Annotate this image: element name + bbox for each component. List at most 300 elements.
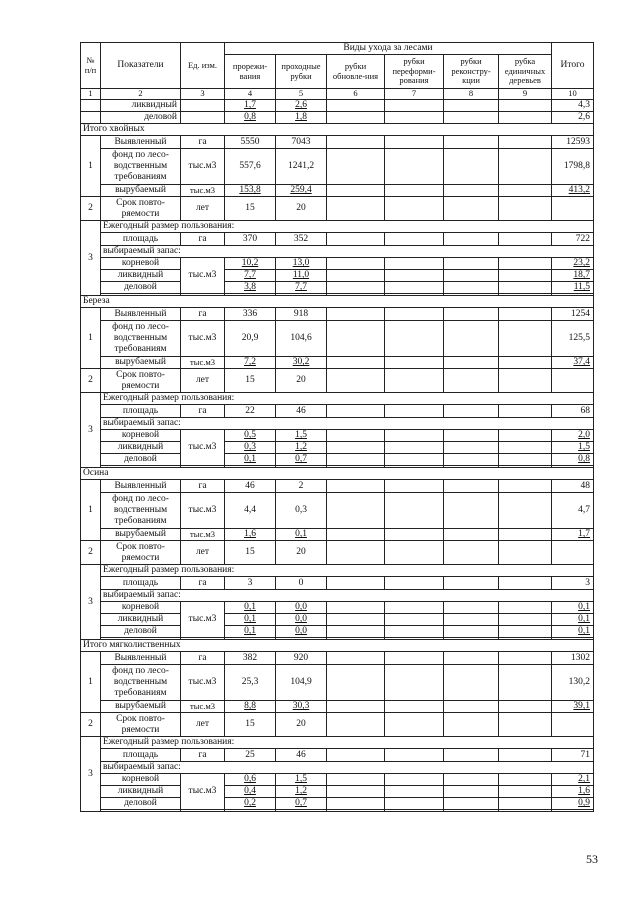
unit-cell: га	[181, 136, 225, 149]
table-row	[81, 393, 594, 405]
value-col5: 13,0	[276, 258, 327, 270]
empty-cell	[385, 430, 444, 442]
empty-cell	[444, 701, 499, 713]
unit-cell: га	[181, 233, 225, 246]
table-row	[81, 665, 594, 701]
empty-cell	[499, 282, 552, 294]
section-title: Осина	[81, 468, 594, 480]
empty-cell	[444, 357, 499, 369]
empty-cell	[499, 258, 552, 270]
empty-cell	[385, 321, 444, 357]
table-row	[81, 308, 594, 321]
indicator-label: ликвидный	[101, 786, 181, 798]
table-row	[81, 565, 594, 577]
empty-cell	[499, 100, 552, 112]
header-col-num-10: 10	[552, 89, 594, 100]
table-row	[81, 270, 594, 282]
value-col5: 352	[276, 233, 327, 246]
unit-cell: лет	[181, 369, 225, 393]
indicator-label: ликвидный	[101, 270, 181, 282]
value-total: 413,2	[552, 185, 594, 197]
value-total: 1254	[552, 308, 594, 321]
header-col-num-4: 4	[225, 89, 276, 100]
value-col5: 0,3	[276, 493, 327, 529]
value-col5: 0,0	[276, 626, 327, 638]
table-row	[81, 652, 594, 665]
empty-cell	[552, 197, 594, 221]
table-row	[81, 185, 594, 197]
unit-cell: тыс.м3	[181, 529, 225, 541]
indicator-label: вырубаемый	[101, 185, 181, 197]
value-total: 130,2	[552, 665, 594, 701]
table-row	[81, 762, 594, 774]
indicator-label: фонд по лесо-водственным требованиям	[101, 149, 181, 185]
value-total: 4,3	[552, 100, 594, 112]
empty-cell	[499, 233, 552, 246]
empty-cell	[327, 541, 385, 565]
value-col5: 0,1	[276, 529, 327, 541]
empty-cell	[385, 577, 444, 590]
value-col4: 336	[225, 308, 276, 321]
table-row	[81, 357, 594, 369]
empty-cell	[327, 454, 385, 466]
indicator-label: ликвидный	[101, 442, 181, 454]
value-col4: 0,1	[225, 614, 276, 626]
table-row	[81, 369, 594, 393]
empty-cell	[444, 665, 499, 701]
empty-cell	[499, 442, 552, 454]
row-number: 2	[81, 541, 101, 565]
empty-cell	[327, 652, 385, 665]
subheader-annual: Ежегодный размер пользования:	[101, 565, 594, 577]
value-col4: 8,8	[225, 701, 276, 713]
empty-cell	[499, 136, 552, 149]
value-col4: 10,2	[225, 258, 276, 270]
table-row	[81, 221, 594, 233]
unit-cell: га	[181, 749, 225, 762]
table-row	[81, 112, 594, 124]
empty-cell	[499, 529, 552, 541]
row-number: 1	[81, 480, 101, 541]
row-number: 2	[81, 369, 101, 393]
unit-cell: лет	[181, 197, 225, 221]
empty-cell	[499, 112, 552, 124]
empty-cell	[181, 112, 225, 124]
empty-cell	[327, 112, 385, 124]
table-row	[81, 480, 594, 493]
empty-cell	[327, 614, 385, 626]
table-row	[81, 577, 594, 590]
empty-cell	[327, 602, 385, 614]
table-row	[81, 701, 594, 713]
value-col4: 15	[225, 541, 276, 565]
table-row	[81, 529, 594, 541]
value-total: 39,1	[552, 701, 594, 713]
table-row	[81, 737, 594, 749]
table-row	[81, 149, 594, 185]
empty-cell	[444, 282, 499, 294]
value-col5: 1,2	[276, 786, 327, 798]
empty-cell	[552, 810, 594, 812]
empty-cell	[327, 149, 385, 185]
empty-cell	[385, 112, 444, 124]
table-row	[81, 626, 594, 638]
header-type-7: рубки переформи-рования	[385, 55, 444, 89]
empty-cell	[499, 149, 552, 185]
empty-cell	[499, 541, 552, 565]
value-col5: 11,0	[276, 270, 327, 282]
indicator-label: Выявленный	[101, 136, 181, 149]
empty-cell	[385, 308, 444, 321]
value-col5: 1,2	[276, 442, 327, 454]
empty-cell	[327, 713, 385, 737]
value-col4: 557,6	[225, 149, 276, 185]
table-row	[81, 442, 594, 454]
value-col5: 0,7	[276, 798, 327, 810]
value-col4: 4,4	[225, 493, 276, 529]
empty-cell	[327, 430, 385, 442]
empty-cell	[499, 493, 552, 529]
table-row	[81, 640, 594, 652]
empty-cell	[499, 321, 552, 357]
section-title: Итого хвойных	[81, 124, 594, 136]
empty-cell	[444, 626, 499, 638]
table-row	[81, 798, 594, 810]
value-col5: 0,0	[276, 602, 327, 614]
header-indicators: Показатели	[101, 43, 181, 89]
table-row	[81, 468, 594, 480]
empty-cell	[444, 430, 499, 442]
empty-cell	[327, 480, 385, 493]
indicator-label: вырубаемый	[101, 701, 181, 713]
empty-cell	[499, 749, 552, 762]
value-col5: 259,4	[276, 185, 327, 197]
table-row	[81, 493, 594, 529]
empty-cell	[225, 810, 276, 812]
empty-cell	[385, 749, 444, 762]
value-col5: 7043	[276, 136, 327, 149]
value-col5: 920	[276, 652, 327, 665]
header-col-num-2: 2	[101, 89, 181, 100]
table-row	[81, 786, 594, 798]
indicator-label: деловой	[101, 282, 181, 294]
empty-cell	[327, 136, 385, 149]
empty-cell	[327, 100, 385, 112]
indicator-label: фонд по лесо-водственным требованиям	[101, 665, 181, 701]
empty-cell	[499, 430, 552, 442]
unit-cell: лет	[181, 713, 225, 737]
value-total: 0,8	[552, 454, 594, 466]
indicator-label: деловой	[101, 626, 181, 638]
table-row	[81, 602, 594, 614]
empty-cell	[499, 626, 552, 638]
empty-cell	[444, 308, 499, 321]
empty-cell	[385, 774, 444, 786]
empty-cell	[444, 149, 499, 185]
value-col4: 15	[225, 369, 276, 393]
value-total: 0,1	[552, 602, 594, 614]
value-col4: 0,8	[225, 112, 276, 124]
subheader-selected-stock: выбираемый запас:	[101, 418, 594, 430]
empty-cell	[499, 602, 552, 614]
indicator-label: ликвидный	[101, 614, 181, 626]
empty-cell	[499, 701, 552, 713]
value-total: 0,1	[552, 626, 594, 638]
value-col5: 30,3	[276, 701, 327, 713]
unit-cell: лет	[181, 541, 225, 565]
indicator-label: корневой	[101, 430, 181, 442]
page-number: 53	[586, 852, 598, 866]
value-total: 0,1	[552, 614, 594, 626]
value-total: 68	[552, 405, 594, 418]
row-number: 3	[81, 737, 101, 812]
empty-cell	[327, 577, 385, 590]
indicator-label: площадь	[101, 405, 181, 418]
value-total: 3	[552, 577, 594, 590]
table-row	[81, 541, 594, 565]
empty-cell	[385, 442, 444, 454]
empty-cell	[444, 493, 499, 529]
table-row	[81, 321, 594, 357]
empty-cell	[499, 357, 552, 369]
empty-cell	[385, 614, 444, 626]
empty-cell	[499, 369, 552, 393]
table-row	[81, 100, 594, 112]
empty-cell	[327, 258, 385, 270]
value-total: 2,0	[552, 430, 594, 442]
empty-cell	[327, 798, 385, 810]
empty-cell	[181, 100, 225, 112]
value-col4: 0,1	[225, 602, 276, 614]
header-total: Итого	[552, 43, 594, 89]
value-col5: 46	[276, 749, 327, 762]
unit-cell: тыс.м3	[181, 701, 225, 713]
indicator-label: корневой	[101, 774, 181, 786]
table-row	[81, 296, 594, 308]
header-col-num-1: 1	[81, 89, 101, 100]
indicator-label: деловой	[101, 798, 181, 810]
indicator-label: корневой	[101, 258, 181, 270]
empty-cell	[327, 321, 385, 357]
value-col5: 0	[276, 577, 327, 590]
header-type-4: прорежи-вания	[225, 55, 276, 89]
value-col4: 0,1	[225, 626, 276, 638]
unit-cell: га	[181, 480, 225, 493]
table-row	[81, 749, 594, 762]
empty-cell	[385, 665, 444, 701]
indicator-label: Выявленный	[101, 480, 181, 493]
value-col4: 382	[225, 652, 276, 665]
indicator-label: вырубаемый	[101, 357, 181, 369]
value-col5: 0,0	[276, 614, 327, 626]
empty-cell	[499, 713, 552, 737]
unit-cell: га	[181, 308, 225, 321]
row-number: 1	[81, 308, 101, 369]
empty-cell	[327, 442, 385, 454]
value-total: 23,2	[552, 258, 594, 270]
empty-cell	[385, 480, 444, 493]
table-row	[81, 430, 594, 442]
empty-cell	[385, 626, 444, 638]
value-col4: 3	[225, 577, 276, 590]
indicator-label: ликвидный	[101, 100, 181, 112]
empty-cell	[327, 233, 385, 246]
value-total: 1,6	[552, 786, 594, 798]
empty-cell	[327, 493, 385, 529]
table-row	[81, 614, 594, 626]
unit-cell: тыс.м3	[181, 430, 225, 466]
header-type-8: рубки реконстру-кции	[444, 55, 499, 89]
value-col5: 30,2	[276, 357, 327, 369]
indicator-label: фонд по лесо-водственным требованиям	[101, 321, 181, 357]
empty-cell	[385, 136, 444, 149]
empty-cell	[385, 258, 444, 270]
table-row	[81, 282, 594, 294]
indicator-label: Срок повто-ряемости	[101, 713, 181, 737]
empty-cell	[385, 454, 444, 466]
value-total: 12593	[552, 136, 594, 149]
value-total: 0,9	[552, 798, 594, 810]
value-col4: 15	[225, 197, 276, 221]
value-total: 18,7	[552, 270, 594, 282]
empty-cell	[444, 713, 499, 737]
empty-cell	[552, 541, 594, 565]
empty-cell	[444, 270, 499, 282]
indicator-label: Выявленный	[101, 308, 181, 321]
empty-cell	[385, 149, 444, 185]
empty-cell	[327, 665, 385, 701]
subheader-selected-stock: выбираемый запас:	[101, 590, 594, 602]
empty-cell	[499, 652, 552, 665]
header-col-num-9: 9	[499, 89, 552, 100]
subheader-annual: Ежегодный размер пользования:	[101, 737, 594, 749]
section-title: Береза	[81, 296, 594, 308]
value-total: 11,5	[552, 282, 594, 294]
value-col4: 0,4	[225, 786, 276, 798]
empty-cell	[81, 112, 101, 124]
empty-cell	[385, 282, 444, 294]
unit-cell: тыс.м3	[181, 357, 225, 369]
table-row	[81, 246, 594, 258]
value-total: 1,5	[552, 442, 594, 454]
unit-cell: тыс.м3	[181, 493, 225, 529]
value-col5: 20	[276, 197, 327, 221]
empty-cell	[444, 454, 499, 466]
header-col-num-7: 7	[385, 89, 444, 100]
unit-cell: тыс.м3	[181, 774, 225, 810]
row-number: 2	[81, 713, 101, 737]
header-col-num-6: 6	[327, 89, 385, 100]
value-col4: 20,9	[225, 321, 276, 357]
empty-cell	[327, 810, 385, 812]
empty-cell	[499, 454, 552, 466]
table-row	[81, 454, 594, 466]
value-total: 1,7	[552, 529, 594, 541]
value-total: 48	[552, 480, 594, 493]
empty-cell	[444, 258, 499, 270]
value-total: 1302	[552, 652, 594, 665]
empty-cell	[499, 810, 552, 812]
empty-cell	[385, 529, 444, 541]
empty-cell	[385, 197, 444, 221]
empty-cell	[444, 185, 499, 197]
empty-cell	[385, 493, 444, 529]
value-col4: 153,8	[225, 185, 276, 197]
table-row	[81, 124, 594, 136]
value-col5: 7,7	[276, 282, 327, 294]
value-col4: 7,2	[225, 357, 276, 369]
empty-cell	[444, 369, 499, 393]
subheader-annual: Ежегодный размер пользования:	[101, 393, 594, 405]
empty-cell	[385, 798, 444, 810]
empty-cell	[444, 405, 499, 418]
empty-cell	[444, 774, 499, 786]
value-col4: 1,6	[225, 529, 276, 541]
empty-cell	[385, 652, 444, 665]
indicator-label: Срок повто-ряемости	[101, 541, 181, 565]
value-total: 1798,8	[552, 149, 594, 185]
value-col5: 104,6	[276, 321, 327, 357]
empty-cell	[499, 798, 552, 810]
forest-care-table-sheet	[80, 42, 594, 812]
empty-cell	[499, 185, 552, 197]
empty-cell	[444, 233, 499, 246]
empty-cell	[327, 749, 385, 762]
header-type-9: рубка единичных деревьев	[499, 55, 552, 89]
value-col5: 20	[276, 369, 327, 393]
row-number: 3	[81, 221, 101, 296]
value-col5: 1,5	[276, 430, 327, 442]
empty-cell	[385, 786, 444, 798]
empty-cell	[327, 357, 385, 369]
empty-cell	[276, 810, 327, 812]
value-col5: 2	[276, 480, 327, 493]
unit-cell: тыс.м3	[181, 185, 225, 197]
unit-cell: тыс.м3	[181, 258, 225, 294]
empty-cell	[385, 357, 444, 369]
value-col5: 918	[276, 308, 327, 321]
empty-cell	[327, 786, 385, 798]
empty-cell	[444, 810, 499, 812]
value-col4: 22	[225, 405, 276, 418]
header-type-5: проходные рубки	[276, 55, 327, 89]
value-col4: 0,1	[225, 454, 276, 466]
unit-cell: га	[181, 577, 225, 590]
empty-cell	[385, 701, 444, 713]
empty-cell	[327, 369, 385, 393]
value-col4: 0,2	[225, 798, 276, 810]
empty-cell	[327, 185, 385, 197]
empty-cell	[327, 701, 385, 713]
empty-cell	[181, 810, 225, 812]
value-total: 722	[552, 233, 594, 246]
empty-cell	[499, 665, 552, 701]
value-col5: 1241,2	[276, 149, 327, 185]
value-col5: 1,8	[276, 112, 327, 124]
empty-cell	[327, 308, 385, 321]
empty-cell	[444, 577, 499, 590]
empty-cell	[499, 405, 552, 418]
table-row	[81, 197, 594, 221]
empty-cell	[499, 197, 552, 221]
table-row	[81, 136, 594, 149]
empty-cell	[552, 713, 594, 737]
empty-cell	[444, 749, 499, 762]
empty-cell	[385, 185, 444, 197]
value-col4: 25	[225, 749, 276, 762]
value-total: 4,7	[552, 493, 594, 529]
header-col-num-5: 5	[276, 89, 327, 100]
